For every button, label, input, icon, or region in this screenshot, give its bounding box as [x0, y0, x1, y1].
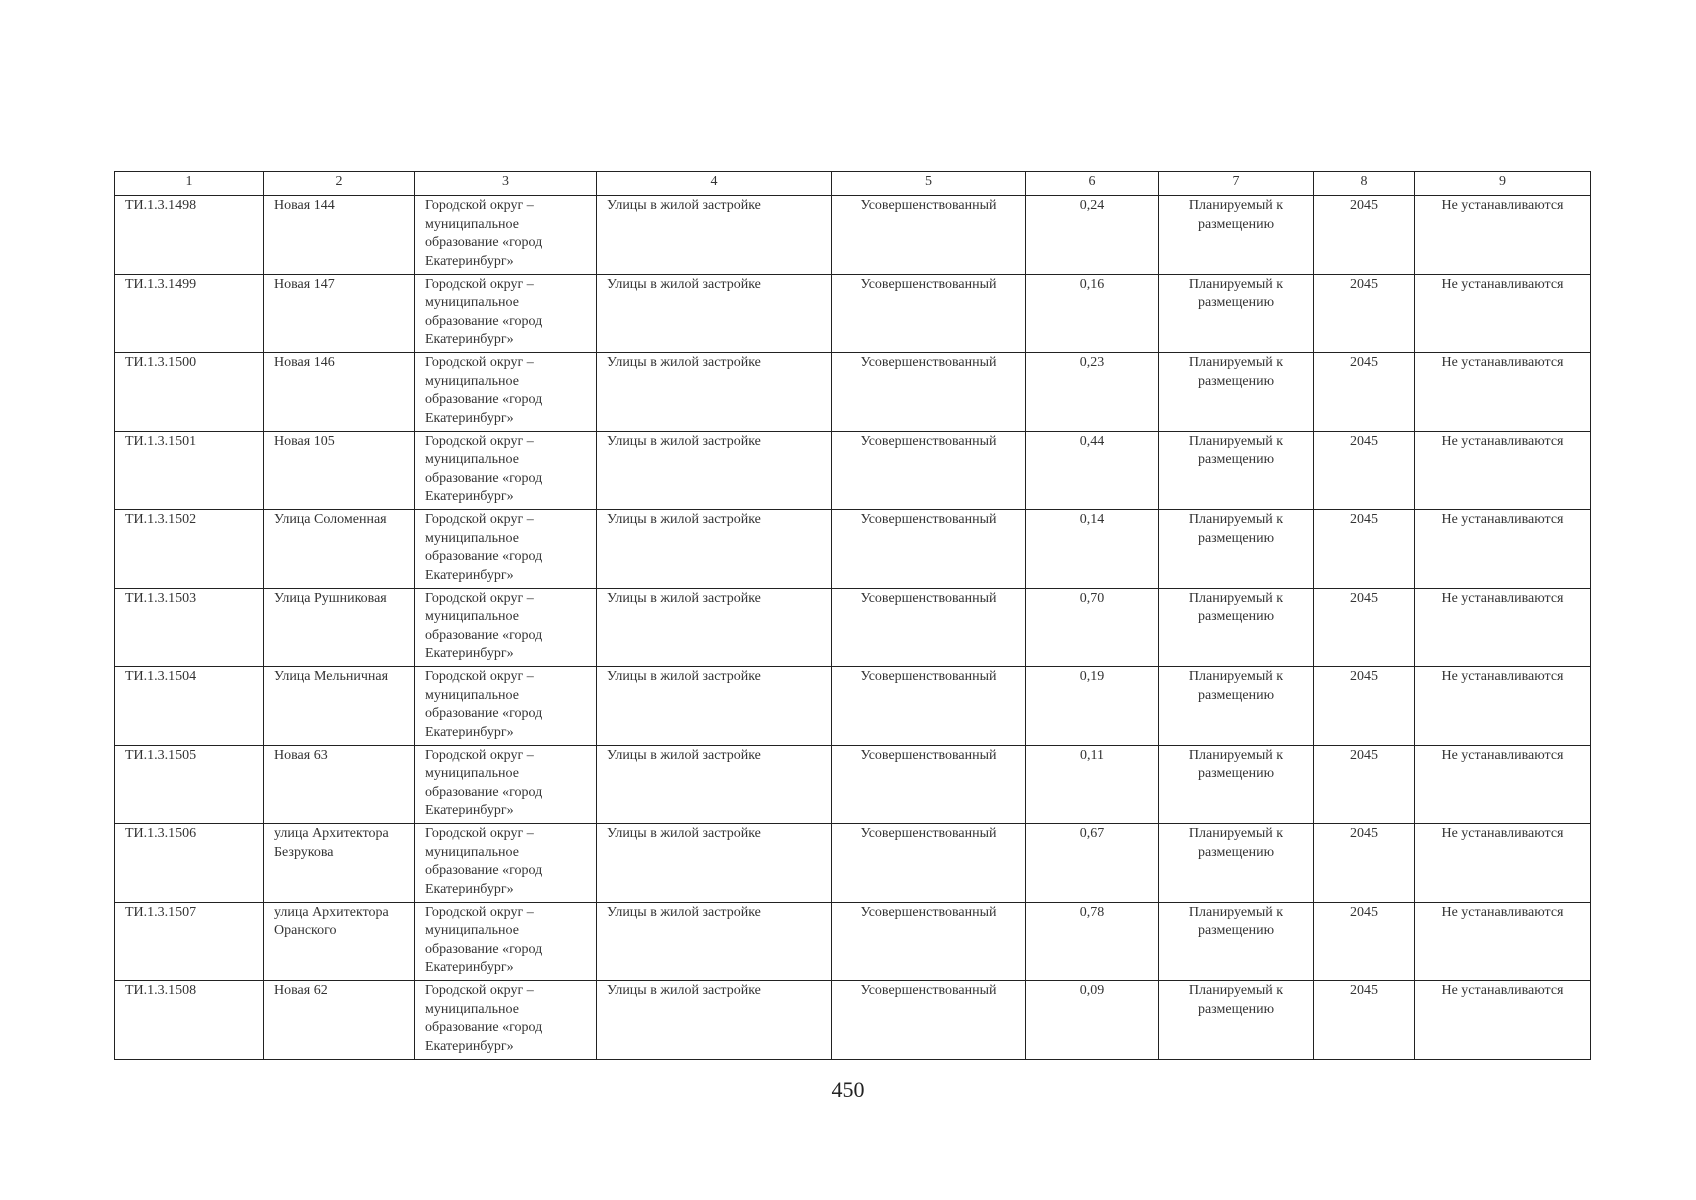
status-cell: Планируемый к размещению [1159, 902, 1314, 981]
surface-type-cell: Усовершенствованный [832, 196, 1026, 275]
street-name-cell: Улица Рушниковая [264, 588, 415, 667]
municipality-cell: Городской округ – муниципальное образование «город Екатеринбург» [415, 431, 597, 510]
object-code-cell: ТИ.1.3.1506 [115, 824, 264, 903]
object-code-cell: ТИ.1.3.1502 [115, 510, 264, 589]
object-code-cell: ТИ.1.3.1498 [115, 196, 264, 275]
zone-cell: Не устанавливаются [1415, 196, 1591, 275]
street-name-cell: улица Архитектора Оранского [264, 902, 415, 981]
table-row [115, 431, 1591, 510]
table-row [115, 824, 1591, 903]
surface-type-cell: Усовершенствованный [832, 745, 1026, 824]
year-cell: 2045 [1314, 902, 1415, 981]
year-cell: 2045 [1314, 510, 1415, 589]
zone-cell: Не устанавливаются [1415, 981, 1591, 1060]
road-category-cell: Улицы в жилой застройке [597, 274, 832, 353]
length-cell: 0,11 [1026, 745, 1159, 824]
column-header-6: 6 [1026, 172, 1159, 196]
year-cell: 2045 [1314, 196, 1415, 275]
object-code-cell: ТИ.1.3.1508 [115, 981, 264, 1060]
table-row [115, 196, 1591, 275]
object-code-cell: ТИ.1.3.1504 [115, 667, 264, 746]
zone-cell: Не устанавливаются [1415, 902, 1591, 981]
year-cell: 2045 [1314, 824, 1415, 903]
municipality-cell: Городской округ – муниципальное образование «город Екатеринбург» [415, 588, 597, 667]
length-cell: 0,44 [1026, 431, 1159, 510]
page-number: 450 [831, 1077, 865, 1102]
column-header-8: 8 [1314, 172, 1415, 196]
status-cell: Планируемый к размещению [1159, 981, 1314, 1060]
surface-type-cell: Усовершенствованный [832, 588, 1026, 667]
length-cell: 0,16 [1026, 274, 1159, 353]
object-code-cell: ТИ.1.3.1507 [115, 902, 264, 981]
status-cell: Планируемый к размещению [1159, 431, 1314, 510]
surface-type-cell: Усовершенствованный [832, 902, 1026, 981]
status-cell: Планируемый к размещению [1159, 588, 1314, 667]
municipality-cell: Городской округ – муниципальное образование «город Екатеринбург» [415, 824, 597, 903]
table-row [115, 902, 1591, 981]
road-category-cell: Улицы в жилой застройке [597, 510, 832, 589]
municipality-cell: Городской округ – муниципальное образование «город Екатеринбург» [415, 353, 597, 432]
road-category-cell: Улицы в жилой застройке [597, 745, 832, 824]
column-header-7: 7 [1159, 172, 1314, 196]
road-category-cell: Улицы в жилой застройке [597, 824, 832, 903]
zone-cell: Не устанавливаются [1415, 824, 1591, 903]
column-header-9: 9 [1415, 172, 1591, 196]
year-cell: 2045 [1314, 353, 1415, 432]
column-header-2: 2 [264, 172, 415, 196]
municipality-cell: Городской округ – муниципальное образование «город Екатеринбург» [415, 667, 597, 746]
table-body [115, 196, 1591, 1060]
road-category-cell: Улицы в жилой застройке [597, 902, 832, 981]
year-cell: 2045 [1314, 667, 1415, 746]
zone-cell: Не устанавливаются [1415, 588, 1591, 667]
surface-type-cell: Усовершенствованный [832, 510, 1026, 589]
header-row [115, 172, 1591, 196]
road-category-cell: Улицы в жилой застройке [597, 588, 832, 667]
surface-type-cell: Усовершенствованный [832, 353, 1026, 432]
zone-cell: Не устанавливаются [1415, 667, 1591, 746]
length-cell: 0,19 [1026, 667, 1159, 746]
column-header-5: 5 [832, 172, 1026, 196]
column-header-3: 3 [415, 172, 597, 196]
municipality-cell: Городской округ – муниципальное образование «город Екатеринбург» [415, 745, 597, 824]
street-name-cell: улица Архитектора Безрукова [264, 824, 415, 903]
data-table [114, 171, 1591, 1060]
zone-cell: Не устанавливаются [1415, 274, 1591, 353]
object-code-cell: ТИ.1.3.1505 [115, 745, 264, 824]
street-name-cell: Новая 147 [264, 274, 415, 353]
year-cell: 2045 [1314, 274, 1415, 353]
length-cell: 0,78 [1026, 902, 1159, 981]
status-cell: Планируемый к размещению [1159, 353, 1314, 432]
status-cell: Планируемый к размещению [1159, 824, 1314, 903]
surface-type-cell: Усовершенствованный [832, 274, 1026, 353]
status-cell: Планируемый к размещению [1159, 274, 1314, 353]
street-name-cell: Улица Соломенная [264, 510, 415, 589]
surface-type-cell: Усовершенствованный [832, 667, 1026, 746]
status-cell: Планируемый к размещению [1159, 510, 1314, 589]
table-row [115, 745, 1591, 824]
year-cell: 2045 [1314, 981, 1415, 1060]
year-cell: 2045 [1314, 745, 1415, 824]
length-cell: 0,14 [1026, 510, 1159, 589]
table-row [115, 353, 1591, 432]
street-name-cell: Новая 63 [264, 745, 415, 824]
municipality-cell: Городской округ – муниципальное образование «город Екатеринбург» [415, 981, 597, 1060]
road-category-cell: Улицы в жилой застройке [597, 431, 832, 510]
table-row [115, 667, 1591, 746]
table-row [115, 274, 1591, 353]
column-header-4: 4 [597, 172, 832, 196]
surface-type-cell: Усовершенствованный [832, 431, 1026, 510]
table-row [115, 588, 1591, 667]
table-row [115, 510, 1591, 589]
surface-type-cell: Усовершенствованный [832, 981, 1026, 1060]
length-cell: 0,09 [1026, 981, 1159, 1060]
zone-cell: Не устанавливаются [1415, 431, 1591, 510]
object-code-cell: ТИ.1.3.1503 [115, 588, 264, 667]
zone-cell: Не устанавливаются [1415, 510, 1591, 589]
municipality-cell: Городской округ – муниципальное образование «город Екатеринбург» [415, 510, 597, 589]
municipality-cell: Городской округ – муниципальное образование «город Екатеринбург» [415, 274, 597, 353]
road-category-cell: Улицы в жилой застройке [597, 196, 832, 275]
municipality-cell: Городской округ – муниципальное образование «город Екатеринбург» [415, 196, 597, 275]
street-name-cell: Новая 62 [264, 981, 415, 1060]
surface-type-cell: Усовершенствованный [832, 824, 1026, 903]
road-category-cell: Улицы в жилой застройке [597, 981, 832, 1060]
year-cell: 2045 [1314, 588, 1415, 667]
column-header-1: 1 [115, 172, 264, 196]
zone-cell: Не устанавливаются [1415, 745, 1591, 824]
street-name-cell: Новая 146 [264, 353, 415, 432]
length-cell: 0,24 [1026, 196, 1159, 275]
object-code-cell: ТИ.1.3.1500 [115, 353, 264, 432]
municipality-cell: Городской округ – муниципальное образование «город Екатеринбург» [415, 902, 597, 981]
street-name-cell: Новая 105 [264, 431, 415, 510]
road-category-cell: Улицы в жилой застройке [597, 667, 832, 746]
street-name-cell: Улица Мельничная [264, 667, 415, 746]
status-cell: Планируемый к размещению [1159, 196, 1314, 275]
year-cell: 2045 [1314, 431, 1415, 510]
table-row [115, 981, 1591, 1060]
zone-cell: Не устанавливаются [1415, 353, 1591, 432]
road-category-cell: Улицы в жилой застройке [597, 353, 832, 432]
length-cell: 0,70 [1026, 588, 1159, 667]
status-cell: Планируемый к размещению [1159, 667, 1314, 746]
length-cell: 0,23 [1026, 353, 1159, 432]
object-code-cell: ТИ.1.3.1501 [115, 431, 264, 510]
object-code-cell: ТИ.1.3.1499 [115, 274, 264, 353]
status-cell: Планируемый к размещению [1159, 745, 1314, 824]
street-name-cell: Новая 144 [264, 196, 415, 275]
length-cell: 0,67 [1026, 824, 1159, 903]
